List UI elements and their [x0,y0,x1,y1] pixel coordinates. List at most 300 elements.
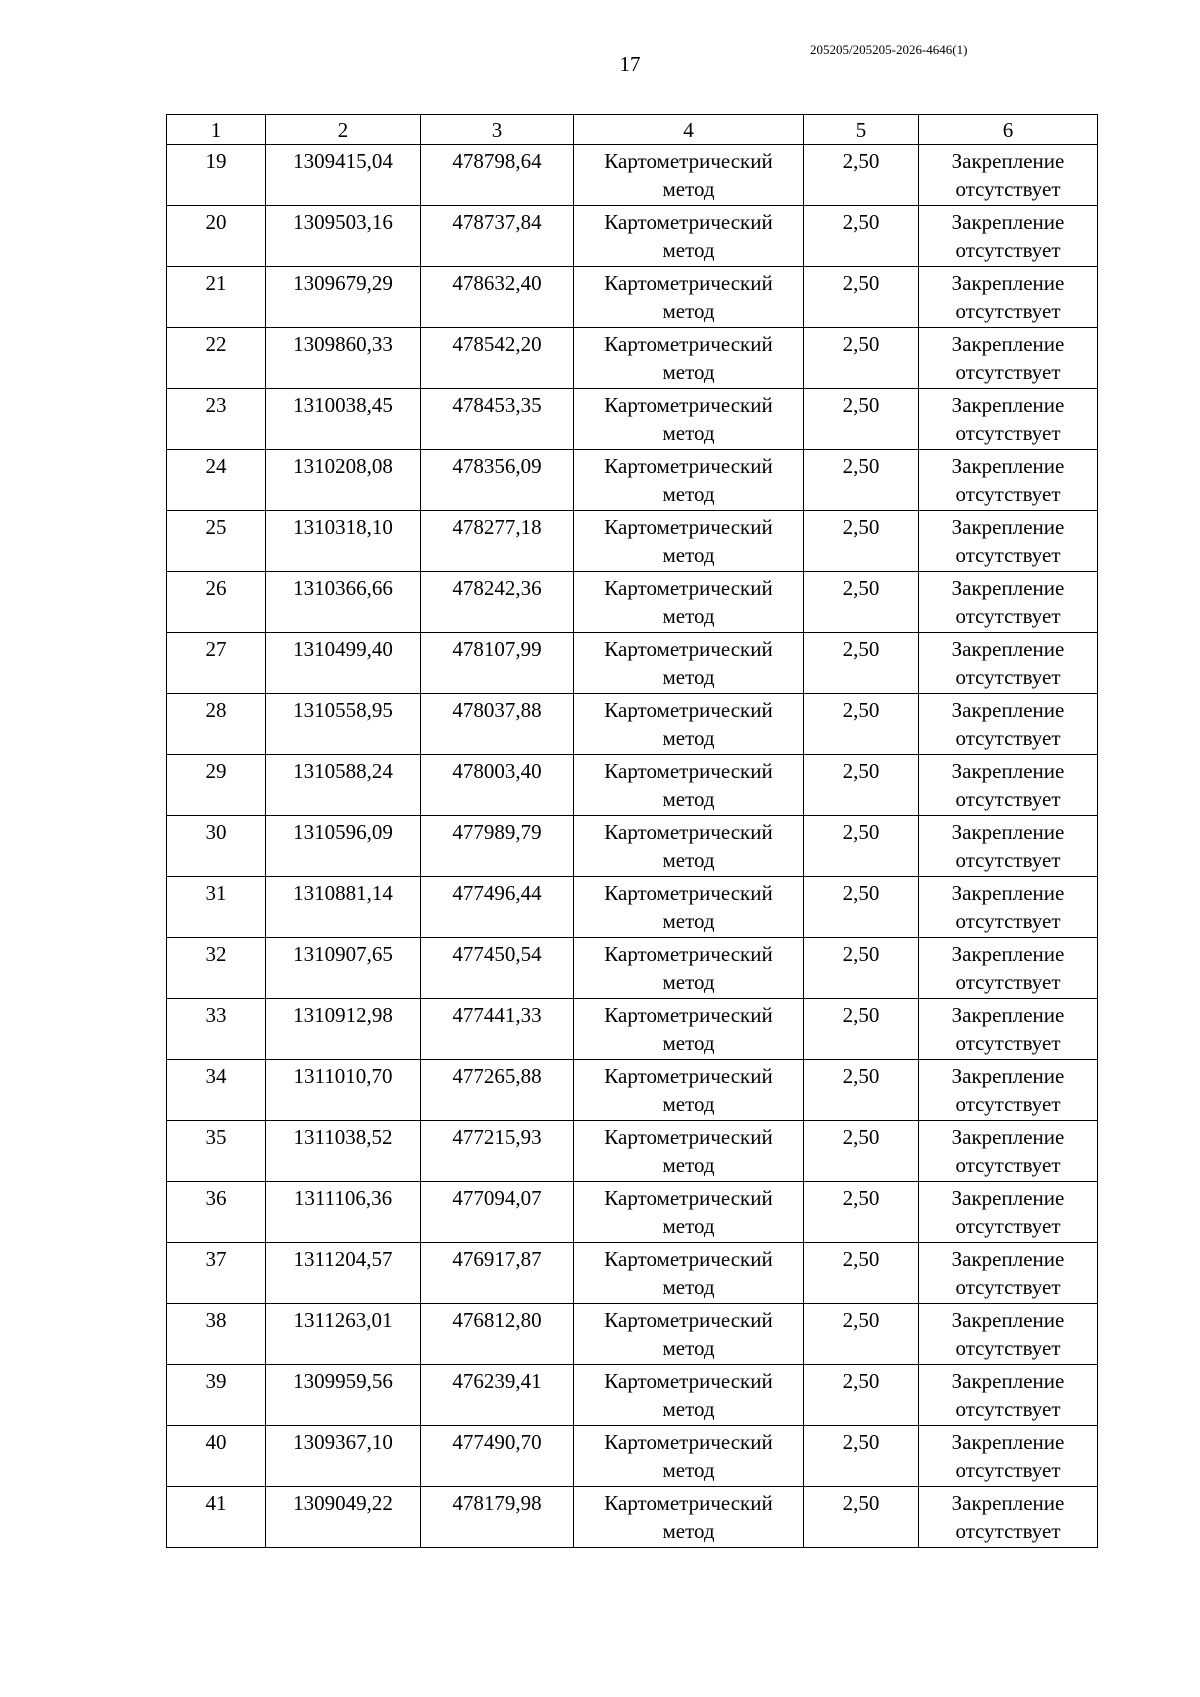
accuracy-cell [804,755,919,816]
method-cell [574,511,804,572]
method-cell-line: Картометрический [604,1430,773,1454]
coordinates-table [166,114,1098,1548]
x-coordinate-cell [266,1365,421,1426]
fixation-cell [919,1121,1098,1182]
y-coordinate-cell [421,511,574,572]
point-number-cell [167,511,266,572]
fixation-cell-line: Закрепление [951,1186,1065,1210]
method-cell [574,877,804,938]
accuracy-cell [804,1365,919,1426]
accuracy-cell-line: 2,50 [842,637,880,661]
method-cell-line: метод [662,1031,715,1055]
table-row [167,267,1098,328]
y-coordinate-cell-line: 478632,40 [452,271,542,295]
accuracy-cell [804,1243,919,1304]
x-coordinate-cell-line: 1309959,56 [293,1369,393,1393]
method-cell [574,1182,804,1243]
fixation-cell [919,755,1098,816]
y-coordinate-cell [421,450,574,511]
fixation-cell-line: отсутствует [955,1153,1061,1177]
document-id: 205205/205205-2026-4646(1) [810,42,968,57]
method-cell-line: Картометрический [604,1003,773,1027]
fixation-cell-line: отсутствует [955,238,1061,262]
x-coordinate-cell [266,1487,421,1548]
y-coordinate-cell [421,1121,574,1182]
table-row [167,1365,1098,1426]
point-number-cell-line: 23 [205,393,227,417]
y-coordinate-cell [421,389,574,450]
accuracy-cell [804,328,919,389]
y-coordinate-cell-line: 477450,54 [452,942,542,966]
x-coordinate-cell [266,633,421,694]
y-coordinate-cell-line: 478242,36 [452,576,542,600]
y-coordinate-cell [421,1426,574,1487]
column-header: 6 [919,115,1098,145]
y-coordinate-cell [421,633,574,694]
x-coordinate-cell [266,267,421,328]
method-cell-line: Картометрический [604,881,773,905]
accuracy-cell-line: 2,50 [842,393,880,417]
accuracy-cell [804,1487,919,1548]
accuracy-cell [804,511,919,572]
fixation-cell-line: Закрепление [951,515,1065,539]
point-number-cell-line: 21 [205,271,227,295]
fixation-cell-line: Закрепление [951,1247,1065,1271]
x-coordinate-cell-line: 1310208,08 [293,454,393,478]
column-header: 3 [421,115,574,145]
accuracy-cell-line: 2,50 [842,1491,880,1515]
x-coordinate-cell-line: 1310596,09 [293,820,393,844]
point-number-cell [167,572,266,633]
y-coordinate-cell [421,1060,574,1121]
y-coordinate-cell-line: 477215,93 [452,1125,542,1149]
y-coordinate-cell [421,1304,574,1365]
method-cell-line: метод [662,970,715,994]
method-cell [574,1304,804,1365]
x-coordinate-cell-line: 1309367,10 [293,1430,393,1454]
method-cell-line: метод [662,604,715,628]
method-cell [574,1365,804,1426]
column-header: 4 [574,115,804,145]
method-cell [574,389,804,450]
fixation-cell-line: отсутствует [955,665,1061,689]
x-coordinate-cell-line: 1310588,24 [293,759,393,783]
y-coordinate-cell-line: 478356,09 [452,454,542,478]
y-coordinate-cell [421,572,574,633]
accuracy-cell-line: 2,50 [842,149,880,173]
method-cell-line: метод [662,482,715,506]
y-coordinate-cell [421,694,574,755]
table-row [167,694,1098,755]
point-number-cell-line: 35 [205,1125,227,1149]
y-coordinate-cell-line: 478542,20 [452,332,542,356]
table-row [167,877,1098,938]
method-cell [574,206,804,267]
point-number-cell [167,694,266,755]
fixation-cell-line: Закрепление [951,149,1065,173]
method-cell-line: метод [662,1458,715,1482]
y-coordinate-cell [421,267,574,328]
x-coordinate-cell-line: 1311106,36 [293,1186,393,1210]
x-coordinate-cell [266,877,421,938]
fixation-cell-line: отсутствует [955,1336,1061,1360]
fixation-cell-line: Закрепление [951,942,1065,966]
table-body [167,145,1098,1548]
point-number-cell [167,877,266,938]
table-row [167,1487,1098,1548]
table-row [167,206,1098,267]
fixation-cell-line: отсутствует [955,1458,1061,1482]
fixation-cell-line: Закрепление [951,332,1065,356]
table-row [167,1243,1098,1304]
x-coordinate-cell-line: 1310881,14 [293,881,393,905]
fixation-cell-line: отсутствует [955,421,1061,445]
point-number-cell-line: 20 [205,210,227,234]
fixation-cell [919,1487,1098,1548]
y-coordinate-cell [421,816,574,877]
x-coordinate-cell [266,938,421,999]
point-number-cell [167,206,266,267]
fixation-cell-line: Закрепление [951,698,1065,722]
fixation-cell-line: отсутствует [955,909,1061,933]
point-number-cell [167,1365,266,1426]
x-coordinate-cell [266,1243,421,1304]
accuracy-cell-line: 2,50 [842,1003,880,1027]
accuracy-cell [804,267,919,328]
fixation-cell [919,938,1098,999]
y-coordinate-cell [421,1182,574,1243]
y-coordinate-cell-line: 476239,41 [452,1369,542,1393]
fixation-cell [919,328,1098,389]
y-coordinate-cell-line: 478798,64 [452,149,542,173]
method-cell-line: Картометрический [604,637,773,661]
table-row [167,1060,1098,1121]
accuracy-cell [804,694,919,755]
x-coordinate-cell [266,389,421,450]
fixation-cell [919,999,1098,1060]
accuracy-cell-line: 2,50 [842,210,880,234]
method-cell [574,328,804,389]
y-coordinate-cell [421,145,574,206]
x-coordinate-cell-line: 1311010,70 [293,1064,393,1088]
accuracy-cell [804,877,919,938]
fixation-cell [919,1182,1098,1243]
x-coordinate-cell [266,511,421,572]
method-cell-line: метод [662,665,715,689]
accuracy-cell [804,816,919,877]
x-coordinate-cell [266,1426,421,1487]
method-cell-line: Картометрический [604,1125,773,1149]
accuracy-cell [804,1121,919,1182]
fixation-cell-line: отсутствует [955,1031,1061,1055]
x-coordinate-cell [266,755,421,816]
fixation-cell-line: отсутствует [955,1092,1061,1116]
fixation-cell-line: Закрепление [951,393,1065,417]
accuracy-cell [804,999,919,1060]
fixation-cell [919,694,1098,755]
accuracy-cell [804,450,919,511]
method-cell-line: Картометрический [604,1186,773,1210]
x-coordinate-cell-line: 1309415,04 [293,149,393,173]
y-coordinate-cell-line: 477441,33 [452,1003,542,1027]
accuracy-cell-line: 2,50 [842,759,880,783]
column-header: 2 [266,115,421,145]
method-cell-line: метод [662,1397,715,1421]
method-cell-line: метод [662,726,715,750]
point-number-cell-line: 32 [205,942,227,966]
point-number-cell-line: 28 [205,698,227,722]
fixation-cell [919,1243,1098,1304]
fixation-cell-line: Закрепление [951,759,1065,783]
point-number-cell [167,450,266,511]
accuracy-cell-line: 2,50 [842,515,880,539]
accuracy-cell-line: 2,50 [842,1430,880,1454]
fixation-cell-line: отсутствует [955,726,1061,750]
fixation-cell-line: Закрепление [951,210,1065,234]
fixation-cell-line: Закрепление [951,271,1065,295]
fixation-cell [919,1060,1098,1121]
fixation-cell [919,450,1098,511]
x-coordinate-cell-line: 1311263,01 [293,1308,393,1332]
fixation-cell-line: Закрепление [951,1308,1065,1332]
method-cell-line: Картометрический [604,515,773,539]
x-coordinate-cell [266,1182,421,1243]
method-cell [574,450,804,511]
table-row [167,1121,1098,1182]
method-cell [574,1487,804,1548]
method-cell [574,1121,804,1182]
x-coordinate-cell-line: 1309679,29 [293,271,393,295]
point-number-cell [167,1060,266,1121]
x-coordinate-cell [266,999,421,1060]
accuracy-cell [804,1182,919,1243]
fixation-cell [919,816,1098,877]
method-cell-line: Картометрический [604,942,773,966]
method-cell [574,694,804,755]
table-row [167,1426,1098,1487]
accuracy-cell-line: 2,50 [842,454,880,478]
fixation-cell [919,389,1098,450]
y-coordinate-cell-line: 478453,35 [452,393,542,417]
column-header: 1 [167,115,266,145]
fixation-cell-line: отсутствует [955,1214,1061,1238]
method-cell [574,1426,804,1487]
method-cell-line: Картометрический [604,1308,773,1332]
point-number-cell-line: 25 [205,515,227,539]
y-coordinate-cell-line: 477094,07 [452,1186,542,1210]
table-row [167,633,1098,694]
table-row [167,816,1098,877]
y-coordinate-cell-line: 478277,18 [452,515,542,539]
fixation-cell-line: Закрепление [951,1430,1065,1454]
method-cell-line: Картометрический [604,1247,773,1271]
y-coordinate-cell [421,755,574,816]
point-number-cell-line: 22 [205,332,227,356]
method-cell-line: метод [662,1092,715,1116]
table-row [167,389,1098,450]
method-cell-line: Картометрический [604,393,773,417]
accuracy-cell-line: 2,50 [842,332,880,356]
method-cell [574,633,804,694]
table-header [167,115,1098,145]
x-coordinate-cell-line: 1309860,33 [293,332,393,356]
fixation-cell-line: Закрепление [951,881,1065,905]
x-coordinate-cell-line: 1310912,98 [293,1003,393,1027]
point-number-cell [167,1487,266,1548]
method-cell [574,267,804,328]
point-number-cell-line: 24 [205,454,227,478]
accuracy-cell-line: 2,50 [842,942,880,966]
accuracy-cell [804,1426,919,1487]
method-cell-line: метод [662,1153,715,1177]
method-cell [574,999,804,1060]
point-number-cell [167,328,266,389]
accuracy-cell [804,633,919,694]
x-coordinate-cell-line: 1310318,10 [293,515,393,539]
point-number-cell-line: 41 [205,1491,227,1515]
x-coordinate-cell-line: 1310366,66 [293,576,393,600]
point-number-cell-line: 27 [205,637,227,661]
point-number-cell-line: 36 [205,1186,227,1210]
y-coordinate-cell-line: 476917,87 [452,1247,542,1271]
x-coordinate-cell [266,1121,421,1182]
point-number-cell-line: 30 [205,820,227,844]
accuracy-cell-line: 2,50 [842,881,880,905]
fixation-cell [919,1365,1098,1426]
page-number: 17 [619,52,641,76]
point-number-cell [167,1426,266,1487]
x-coordinate-cell-line: 1310038,45 [293,393,393,417]
method-cell [574,145,804,206]
accuracy-cell [804,572,919,633]
x-coordinate-cell-line: 1309049,22 [293,1491,393,1515]
fixation-cell [919,1426,1098,1487]
y-coordinate-cell-line: 477490,70 [452,1430,542,1454]
fixation-cell-line: Закрепление [951,1491,1065,1515]
fixation-cell [919,145,1098,206]
y-coordinate-cell-line: 478003,40 [452,759,542,783]
table-row [167,1304,1098,1365]
x-coordinate-cell [266,328,421,389]
table-row [167,328,1098,389]
method-cell-line: метод [662,360,715,384]
point-number-cell [167,755,266,816]
point-number-cell [167,267,266,328]
accuracy-cell-line: 2,50 [842,1064,880,1088]
y-coordinate-cell-line: 477989,79 [452,820,542,844]
accuracy-cell-line: 2,50 [842,1369,880,1393]
accuracy-cell-line: 2,50 [842,1308,880,1332]
y-coordinate-cell-line: 478107,99 [452,637,542,661]
method-cell-line: Картометрический [604,759,773,783]
fixation-cell-line: Закрепление [951,576,1065,600]
column-header: 5 [804,115,919,145]
y-coordinate-cell [421,206,574,267]
method-cell-line: Картометрический [604,210,773,234]
y-coordinate-cell [421,999,574,1060]
method-cell-line: метод [662,543,715,567]
fixation-cell [919,511,1098,572]
fixation-cell-line: Закрепление [951,1369,1065,1393]
fixation-cell [919,633,1098,694]
point-number-cell [167,633,266,694]
point-number-cell [167,938,266,999]
table-row [167,450,1098,511]
x-coordinate-cell [266,145,421,206]
header-row [167,115,1098,145]
x-coordinate-cell [266,1060,421,1121]
method-cell [574,572,804,633]
fixation-cell [919,572,1098,633]
fixation-cell [919,877,1098,938]
x-coordinate-cell-line: 1310499,40 [293,637,393,661]
method-cell-line: метод [662,1519,715,1543]
fixation-cell-line: отсутствует [955,543,1061,567]
x-coordinate-cell-line: 1309503,16 [293,210,393,234]
y-coordinate-cell [421,1487,574,1548]
method-cell-line: метод [662,299,715,323]
method-cell-line: Картометрический [604,332,773,356]
accuracy-cell-line: 2,50 [842,271,880,295]
accuracy-cell-line: 2,50 [842,1247,880,1271]
fixation-cell-line: отсутствует [955,604,1061,628]
y-coordinate-cell-line: 478037,88 [452,698,542,722]
table-row [167,755,1098,816]
method-cell [574,938,804,999]
point-number-cell [167,1243,266,1304]
accuracy-cell [804,938,919,999]
method-cell [574,816,804,877]
x-coordinate-cell [266,450,421,511]
point-number-cell [167,389,266,450]
accuracy-cell-line: 2,50 [842,576,880,600]
method-cell-line: метод [662,177,715,201]
accuracy-cell [804,206,919,267]
table-row [167,938,1098,999]
x-coordinate-cell [266,816,421,877]
point-number-cell-line: 26 [205,576,227,600]
table-row [167,999,1098,1060]
point-number-cell-line: 37 [205,1247,227,1271]
point-number-cell-line: 29 [205,759,227,783]
y-coordinate-cell [421,1243,574,1304]
method-cell-line: метод [662,909,715,933]
accuracy-cell [804,1304,919,1365]
point-number-cell [167,999,266,1060]
method-cell [574,1060,804,1121]
x-coordinate-cell-line: 1311038,52 [293,1125,393,1149]
method-cell-line: метод [662,421,715,445]
fixation-cell-line: отсутствует [955,482,1061,506]
point-number-cell-line: 31 [205,881,227,905]
accuracy-cell [804,389,919,450]
point-number-cell-line: 34 [205,1064,227,1088]
point-number-cell-line: 33 [205,1003,227,1027]
fixation-cell-line: Закрепление [951,1064,1065,1088]
method-cell-line: метод [662,787,715,811]
fixation-cell-line: Закрепление [951,1125,1065,1149]
y-coordinate-cell [421,877,574,938]
y-coordinate-cell-line: 477265,88 [452,1064,542,1088]
fixation-cell-line: Закрепление [951,1003,1065,1027]
point-number-cell [167,1121,266,1182]
x-coordinate-cell [266,694,421,755]
method-cell-line: Картометрический [604,576,773,600]
method-cell-line: Картометрический [604,1369,773,1393]
fixation-cell-line: отсутствует [955,299,1061,323]
accuracy-cell-line: 2,50 [842,820,880,844]
x-coordinate-cell [266,1304,421,1365]
